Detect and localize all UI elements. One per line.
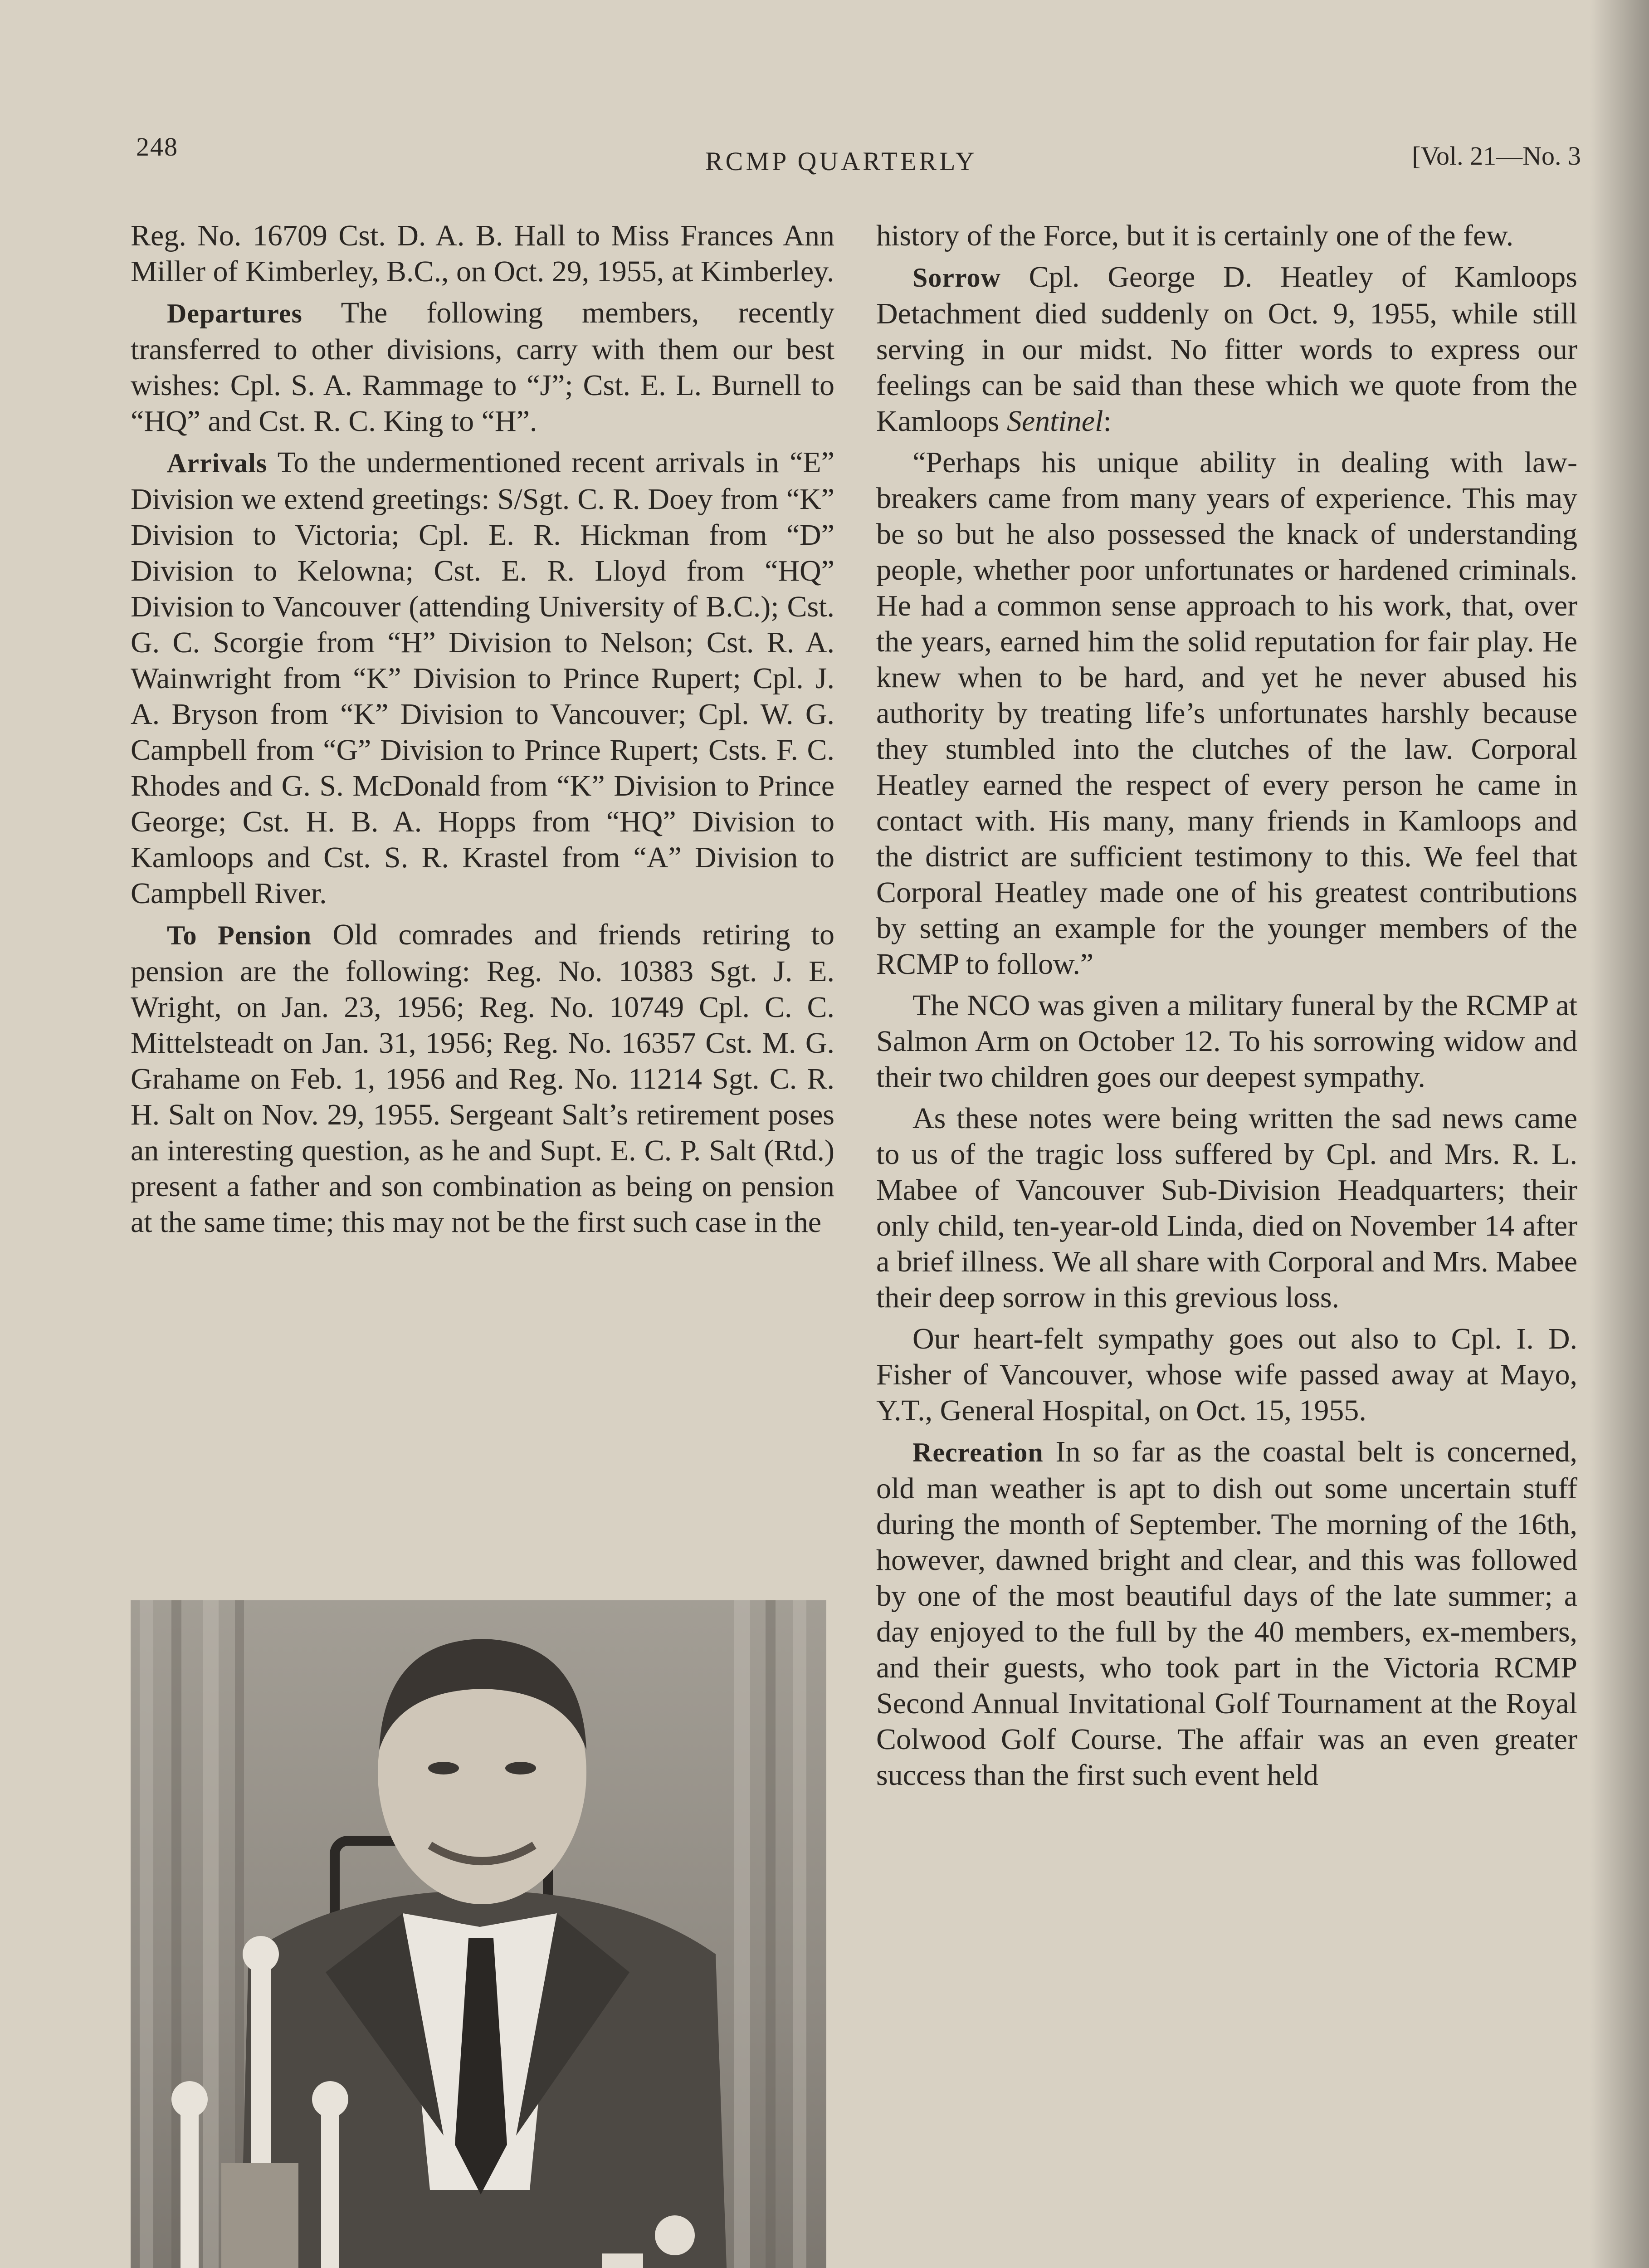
volume-label: [Vol. 21—No. 3 [1412,141,1581,171]
run-in-heading-recreation: Recreation [912,1437,1044,1467]
paragraph-recreation [876,1434,1577,1793]
paragraph-marriage: Reg. No. 16709 Cst. D. A. B. Hall to Miss Frances Ann Miller of Kimberley, B.C., on Oct. 29, 1955, at Kimberley. [131,219,834,288]
paragraph-pension [131,917,834,1240]
newspaper-name: Sentinel [1006,405,1103,438]
paragraph-sorrow [876,259,1577,439]
run-in-heading-arrivals: Arrivals [167,448,268,478]
running-title: RCMP QUARTERLY [705,147,977,176]
run-in-heading-departures: Departures [167,298,302,328]
paragraph-quote: “Perhaps his unique ability in dealing with law-breakers came from many years of experience. This may be so but he also possessed the knack of understanding people, whether poor unfortunates or hardened criminals. He had a common sense approach to his work, that, over the years, earned him the solid reputation for fair play. He knew when to be hard, and yet he never abused his authority by treating life’s unfortunates harshly because they stumbled into the clutches of the law. Corporal Heatley earned the respect of every person he came in contact with. His many, many friends in Kamloops and the district are sufficient testimony to this. We feel that Corporal Heatley made one of his greatest contributions by setting an example for the younger members of the RCMP to follow.” [876,446,1577,981]
run-in-heading-pension: To Pension [167,920,312,950]
paragraph-fisher: Our heart-felt sympathy goes out also to Cpl. I. D. Fisher of Vancouver, whose wife passed away at Mayo, Y.T., General Hospital, on Oct. 15, 1955. [876,1322,1577,1427]
paragraph-departures [131,295,834,439]
recreation-text: In so far as the coastal belt is concerned, old man weather is apt to dish out some uncertain stuff during the month of September. The morning of the 16th, however, dawned bright and clear, and this was followed by one of the most beautiful days of the late summer; a day enjoyed to the full by the 40 members, ex-members, and their guests, who took part in the Victoria RCMP Second Annual Invitational Golf Tournament at the Royal Colwood Golf Course. The affair was an even greater success than the first such event held [876,1435,1577,1792]
page-edge-shadow [1590,0,1649,2268]
paragraph-continued: history of the Force, but it is certainly one of the few. [876,219,1514,252]
sorrow-text: Cpl. George D. Heatley of Kamloops Detachment died suddenly on Oct. 9, 1955, while still serving in our midst. No fitter words to express our feelings can be said than these which we quote from the Kamloops [876,260,1577,438]
right-column [876,218,1577,1799]
paragraph-arrivals [131,445,834,911]
sorrow-colon: : [1103,405,1112,438]
run-in-heading-sorrow: Sorrow [912,263,1001,293]
paragraph-mabee: As these notes were being written the sad news came to us of the tragic loss suffered by Cpl. and Mrs. R. L. Mabee of Vancouver Sub-Division Headquarters; their only child, ten-year-old Linda, died on November 14 after a brief illness. We all share with Corporal and Mrs. Mabee their deep sorrow in this grevious loss. [876,1102,1577,1314]
paragraph-funeral: The NCO was given a military funeral by the RCMP at Salmon Arm on October 12. To his sorrowing widow and their two children goes our deepest sympathy. [876,989,1577,1094]
left-column [131,218,834,1246]
departures-text: The following members, recently transferred to other divisions, carry with them our best wishes: Cpl. S. A. Rammage to “J”; Cst. E. L. Burnell to “HQ” and Cst. R. C. King to “H”. [131,296,834,438]
page-number: 248 [136,132,178,161]
pension-text: Old comrades and friends retiring to pension are the following: Reg. No. 10383 Sgt. J. E. Wright, on Jan. 23, 1956; Reg. No. 10749 Cpl. C. C. Mittelsteadt on Jan. 31, 1956; Reg. No. 16357 Cst. M. G. Grahame on Feb. 1, 1956 and Reg. No. 11214 Sgt. C. R. H. Salt on Nov. 29, 1955. Sergeant Salt’s retirement poses an interesting question, as he and Supt. E. C. P. Salt (Rtd.) present a father and son combination as being on pension at the same time; this may not be the first such case in the [131,918,834,1239]
portrait-photo [131,1600,826,2268]
arrivals-text: To the undermentioned recent arrivals in “E” Division we extend greetings: S/Sgt. C. R. Doey from “K” Division to Victoria; Cpl. E. R. Hickman from “D” Division to Kelowna; Cst. E. R. Lloyd from “HQ” Division to Vancouver (attending University of B.C.); Cst. G. C. Scorgie from “H” Division to Nelson; Cst. R. A. Wainwright from “K” Division to Prince Rupert; Cpl. J. A. Bryson from “K” Division to Vancouver; Cpl. W. G. Campbell from “G” Division to Prince Rupert; Csts. F. C. Rhodes and G. S. McDonald from “K” Division to Prince George; Cst. H. B. A. Hopps from “HQ” Division to Kamloops and Cst. S. R. Krastel from “A” Division to Campbell River. [131,446,834,910]
